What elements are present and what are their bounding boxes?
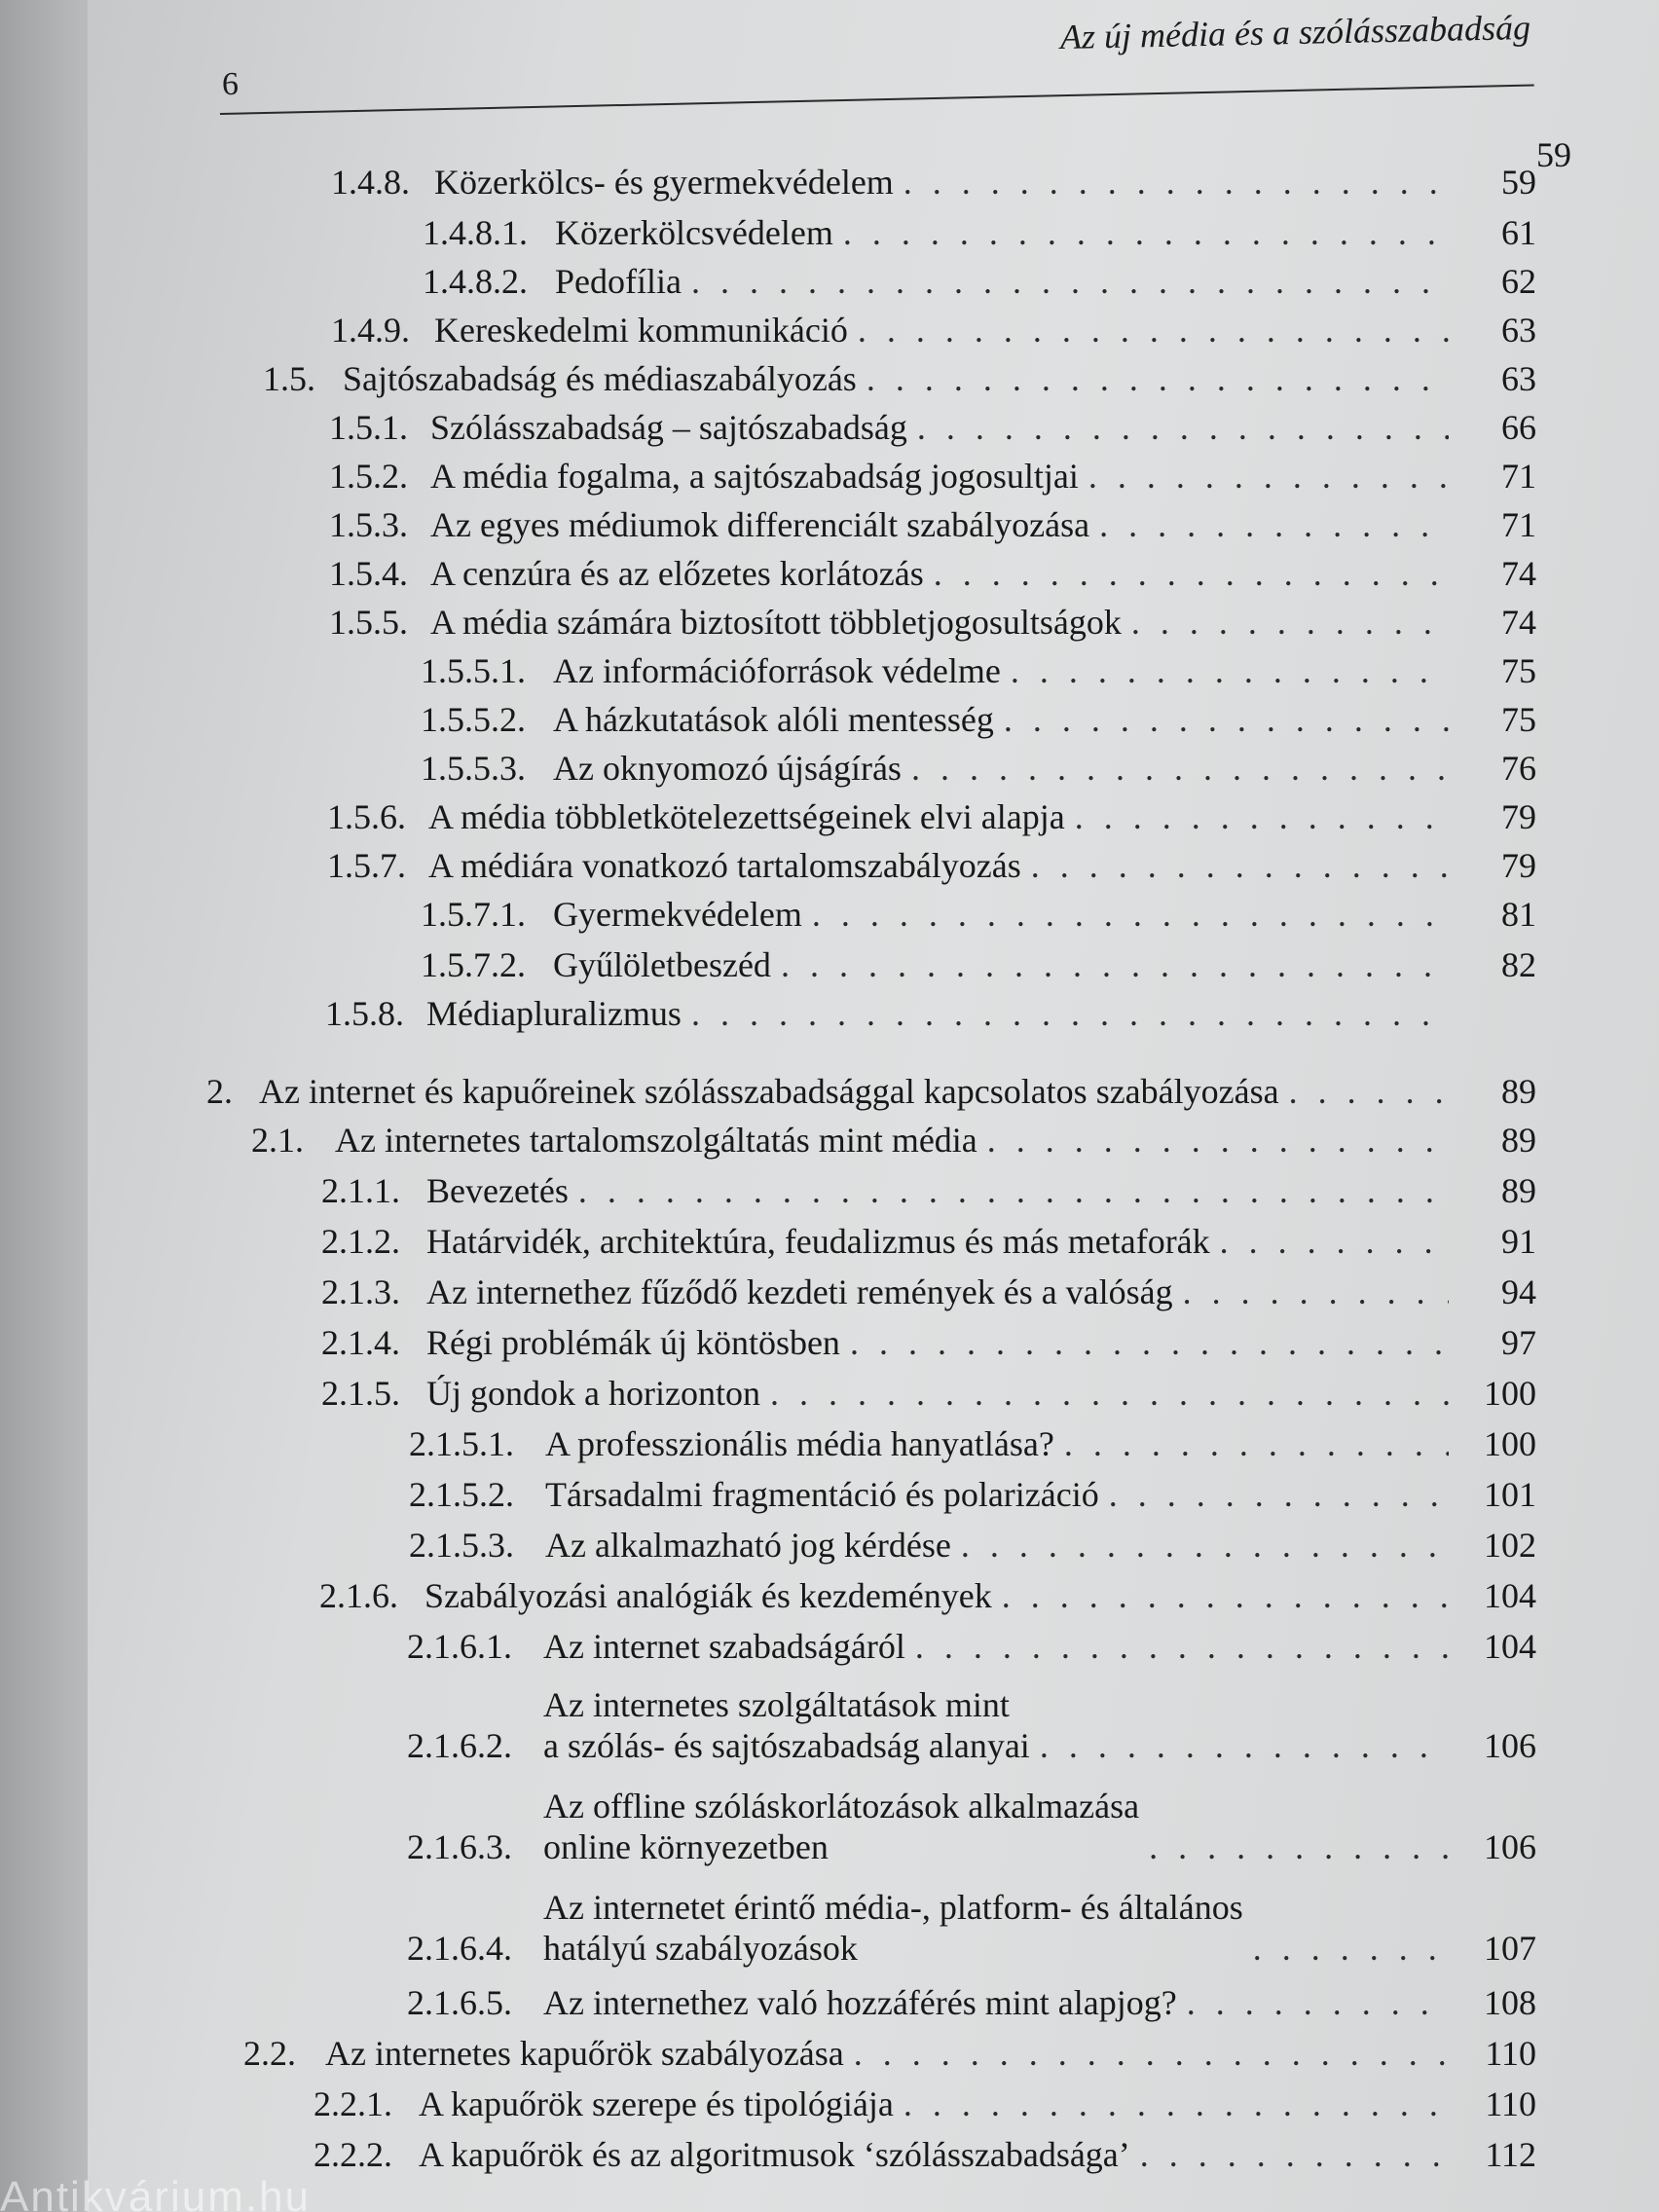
toc-entry-number: 1.4.9. xyxy=(331,311,410,350)
toc-entry-title: Az egyes médiumok differenciált szabályozása xyxy=(430,505,1090,544)
toc-entry-page: 79 xyxy=(1501,797,1536,836)
toc-entry-title: Az internethez fűződő kezdeti remények és a valóság xyxy=(426,1272,1173,1311)
toc-entry-title-continued: online környezetben xyxy=(543,1827,829,1866)
toc-entry-page: 101 xyxy=(1484,1475,1536,1514)
watermark: Antikvárium.hu xyxy=(0,2173,312,2212)
toc-entry-page: 106 xyxy=(1484,1726,1536,1765)
toc-entry xyxy=(321,1373,1536,1418)
toc-leader-dots xyxy=(850,1322,1449,1363)
toc-entry-title: Az internetes szolgáltatások mint xyxy=(543,1685,1010,1724)
toc-entry-page: 63 xyxy=(1501,359,1536,398)
toc-entry-title: A házkutatások alóli mentesség xyxy=(553,700,994,739)
toc-entry-number: 2.1.5.3. xyxy=(409,1526,514,1565)
toc-leader-dots xyxy=(691,993,1449,1034)
toc-leader-dots xyxy=(1131,602,1449,643)
toc-leader-dots xyxy=(1253,1928,1449,1969)
toc-leader-dots xyxy=(903,162,1449,203)
toc-leader-dots xyxy=(911,748,1449,789)
toc-entry-title: Az internetes tartalomszolgáltatás mint média xyxy=(335,1121,977,1160)
toc-entry-title: Az információforrások védelme xyxy=(553,651,1001,690)
toc-entry-title: Az internet szabadságáról xyxy=(543,1627,905,1666)
toc-entry-page: 74 xyxy=(1501,554,1536,593)
toc-leader-dots xyxy=(915,1626,1449,1667)
toc-leader-dots xyxy=(1075,796,1449,837)
toc-entry-number: 2.2.1. xyxy=(313,2084,392,2123)
toc-entry-page: 59 xyxy=(1536,135,1571,174)
toc-leader-dots xyxy=(1149,1826,1449,1867)
toc-entry xyxy=(327,796,1536,841)
toc-entry-page: 108 xyxy=(1484,1983,1536,2022)
toc-leader-dots xyxy=(578,1170,1449,1211)
toc-entry xyxy=(407,1879,1536,1969)
toc-entry-number: 2.1.5. xyxy=(321,1374,400,1413)
toc-leader-dots xyxy=(812,894,1449,935)
toc-entry-number: 2.1.2. xyxy=(321,1222,400,1261)
toc-leader-dots xyxy=(691,261,1449,302)
toc-leader-dots xyxy=(1187,1982,1449,2023)
toc-leader-dots xyxy=(903,2083,1449,2124)
toc-entry-title: Az internet és kapuőreinek szólásszabadsággal kapcsolatos szabályozása xyxy=(259,1072,1279,1111)
toc-entry-title-continued: hatályú szabályozások xyxy=(543,1929,858,1968)
toc-entry-page: 76 xyxy=(1501,749,1536,788)
toc-entry-number: 1.5.3. xyxy=(329,505,408,544)
toc-entry-page: 63 xyxy=(1501,311,1536,350)
toc-entry-page: 97 xyxy=(1501,1323,1536,1362)
toc-leader-dots xyxy=(1140,2134,1449,2175)
toc-entry-page: 61 xyxy=(1501,213,1536,252)
toc-entry-title: Az oknyomozó újságírás xyxy=(553,749,902,788)
toc-leader-dots xyxy=(987,1120,1449,1161)
toc-leader-dots xyxy=(1064,1423,1449,1464)
toc-entry xyxy=(321,1322,1536,1367)
toc-entry-page: 112 xyxy=(1485,2135,1536,2174)
toc-entry-page: 71 xyxy=(1501,505,1536,544)
toc-leader-dots xyxy=(1289,1071,1449,1112)
toc-entry-page: 66 xyxy=(1501,408,1536,447)
toc-leader-dots xyxy=(1002,1575,1449,1616)
toc-entry xyxy=(409,1474,1536,1519)
toc-entry-page: 94 xyxy=(1501,1272,1536,1311)
toc-entry xyxy=(409,1525,1536,1569)
toc-entry-title: Médiapluralizmus xyxy=(426,994,682,1033)
toc-entry-page: 100 xyxy=(1484,1374,1536,1413)
toc-entry xyxy=(327,845,1536,890)
toc-entry-page: 110 xyxy=(1485,2034,1536,2073)
toc-leader-dots xyxy=(1109,1474,1449,1515)
toc-entry-page: 62 xyxy=(1501,262,1536,301)
toc-leader-dots xyxy=(1011,650,1449,691)
toc-entry-title: Közerkölcs- és gyermekvédelem xyxy=(434,163,894,202)
toc-leader-dots xyxy=(1031,845,1449,886)
toc-entry-page: 71 xyxy=(1501,457,1536,496)
toc-entry-number: 2.1.6.5. xyxy=(407,1983,512,2022)
toc-entry-page: 75 xyxy=(1501,700,1536,739)
toc-entry xyxy=(407,1677,1536,1766)
toc-entry-title: Régi problémák új köntösben xyxy=(426,1323,840,1362)
toc-entry xyxy=(331,162,1536,206)
toc-leader-dots xyxy=(1004,699,1449,740)
toc-entry-title: A professzionális média hanyatlása? xyxy=(545,1424,1054,1463)
toc-entry-title: Gyermekvédelem xyxy=(553,895,802,934)
toc-entry xyxy=(329,602,1536,646)
toc-entry-number: 2. xyxy=(206,1072,233,1111)
toc-entry-number: 1.5.5.2. xyxy=(421,700,526,739)
toc-entry xyxy=(321,1272,1536,1316)
toc-entry-title: A média számára biztosított többletjogosultságok xyxy=(430,603,1122,642)
toc-entry-number: 1.5.2. xyxy=(329,457,408,496)
toc-leader-dots xyxy=(858,310,1449,350)
toc-entry xyxy=(409,1423,1536,1468)
toc-entry xyxy=(325,993,1536,1038)
toc-leader-dots xyxy=(843,212,1449,253)
toc-entry-number: 2.1.5.1. xyxy=(409,1424,514,1463)
toc-entry-title-continued: a szólás- és sajtószabadság alanyai xyxy=(543,1726,1030,1765)
toc-entry xyxy=(407,1982,1536,2027)
toc-entry-number: 2.1.6. xyxy=(319,1576,398,1615)
toc-entry xyxy=(243,2033,1536,2078)
toc-entry-number: 1.5.1. xyxy=(329,408,408,447)
toc-entry xyxy=(313,2083,1536,2128)
toc-entry xyxy=(423,261,1536,306)
toc-entry-page: 89 xyxy=(1501,1171,1536,1210)
toc-entry-number: 2.1.6.1. xyxy=(407,1627,512,1666)
toc-entry-number: 1.5.7. xyxy=(327,846,406,885)
toc-entry xyxy=(251,1120,1536,1164)
toc-entry-number: 1.5.7.2. xyxy=(421,945,526,984)
toc-entry-page: 59 xyxy=(1501,163,1536,202)
toc-entry-page: 79 xyxy=(1501,846,1536,885)
toc-entry-page: 75 xyxy=(1501,651,1536,690)
toc-entry-number: 1.5.5.3. xyxy=(421,749,526,788)
toc-entry-title: Sajtószabadság és médiaszabályozás xyxy=(343,359,857,398)
toc-entry xyxy=(329,407,1536,452)
toc-entry-title: A médiára vonatkozó tartalomszabályozás xyxy=(428,846,1021,885)
toc-entry xyxy=(206,1071,1536,1116)
toc-entry xyxy=(407,1626,1536,1671)
toc-entry-page: 102 xyxy=(1484,1526,1536,1565)
toc-leader-dots xyxy=(866,358,1449,399)
toc-leader-dots xyxy=(770,1373,1449,1414)
toc-leader-dots xyxy=(781,944,1449,985)
toc-entry xyxy=(421,650,1536,695)
toc-entry xyxy=(329,553,1536,598)
toc-entry-page: 74 xyxy=(1501,603,1536,642)
toc-entry-page: 110 xyxy=(1485,2084,1536,2123)
toc-entry-title: A média többletkötelezettségeinek elvi alapja xyxy=(428,797,1065,836)
toc-entry-page: 81 xyxy=(1501,895,1536,934)
toc-entry-number: 2.1.1. xyxy=(321,1171,400,1210)
toc-entry-title: Az internetes kapuőrök szabályozása xyxy=(325,2034,844,2073)
toc-entry-number: 1.5.4. xyxy=(329,554,408,593)
toc-entry xyxy=(421,944,1536,989)
toc-entry-page: 89 xyxy=(1501,1072,1536,1111)
toc-entry-title: Társadalmi fragmentáció és polarizáció xyxy=(545,1475,1099,1514)
toc-entry-title: Szólásszabadság – sajtószabadság xyxy=(430,408,907,447)
page-number: 6 xyxy=(222,66,239,102)
toc-leader-dots xyxy=(854,2033,1449,2074)
toc-entry xyxy=(423,212,1536,257)
toc-entry xyxy=(329,456,1536,500)
toc-entry-title: A kapuőrök szerepe és tipológiája xyxy=(419,2084,894,2123)
toc-leader-dots xyxy=(961,1525,1449,1566)
toc-entry xyxy=(313,2134,1536,2179)
toc-entry-number: 1.5. xyxy=(263,359,315,398)
toc-entry-title: Határvidék, architektúra, feudalizmus és más metaforák xyxy=(426,1222,1210,1261)
toc-entry-number: 1.4.8.2. xyxy=(423,262,528,301)
toc-entry xyxy=(421,748,1536,793)
toc-entry-number: 1.5.7.1. xyxy=(421,895,526,934)
toc-entry-title: Szabályozási analógiák és kezdemények xyxy=(424,1576,992,1615)
toc-entry-page: 100 xyxy=(1484,1424,1536,1463)
toc-entry xyxy=(319,1575,1536,1620)
toc-entry-page: 107 xyxy=(1484,1929,1536,1968)
toc-entry-number: 1.4.8.1. xyxy=(423,213,528,252)
toc-entry-title: Az alkalmazható jog kérdése xyxy=(545,1526,951,1565)
toc-entry-number: 2.1.6.2. xyxy=(407,1726,512,1765)
toc-entry-title: Az internetet érintő média-, platform- és általános xyxy=(543,1888,1243,1927)
toc-entry-number: 2.1.6.3. xyxy=(407,1827,512,1866)
toc-entry-title: Gyűlöletbeszéd xyxy=(553,945,771,984)
toc-leader-dots xyxy=(1088,456,1449,497)
toc-entry-page: 104 xyxy=(1484,1576,1536,1615)
toc-entry-page: 82 xyxy=(1501,945,1536,984)
toc-entry-title: A média fogalma, a sajtószabadság jogosultjai xyxy=(430,457,1079,496)
toc-entry-number: 2.2. xyxy=(243,2034,296,2073)
toc-entry-title: Pedofília xyxy=(555,262,682,301)
toc-entry-number: 1.5.8. xyxy=(325,994,404,1033)
toc-entry-title: Bevezetés xyxy=(426,1171,569,1210)
toc-entry-title: A cenzúra és az előzetes korlátozás xyxy=(430,554,924,593)
toc-entry-page: 104 xyxy=(1484,1627,1536,1666)
toc-entry-number: 1.4.8. xyxy=(331,163,410,202)
toc-leader-dots xyxy=(934,553,1449,594)
toc-entry xyxy=(421,894,1536,939)
toc-entry xyxy=(331,310,1536,354)
toc-entry-page: 91 xyxy=(1501,1222,1536,1261)
toc-entry-number: 2.1.6.4. xyxy=(407,1929,512,1968)
toc-leader-dots xyxy=(1220,1221,1449,1262)
toc-entry-number: 2.1.5.2. xyxy=(409,1475,514,1514)
toc-leader-dots xyxy=(1183,1272,1449,1312)
toc-entry xyxy=(329,504,1536,549)
toc-entry-number: 1.5.5.1. xyxy=(421,651,526,690)
toc-entry-number: 2.1.3. xyxy=(321,1272,400,1311)
toc-entry-page: 106 xyxy=(1484,1827,1536,1866)
toc-entry-title: Az internethez való hozzáférés mint alapjog? xyxy=(543,1983,1177,2022)
toc-entry-number: 2.2.2. xyxy=(313,2135,392,2174)
toc-entry-page: 89 xyxy=(1501,1121,1536,1160)
running-head: Az új média és a szólásszabadság xyxy=(1059,7,1531,57)
toc-entry xyxy=(263,358,1536,403)
toc-entry-title: Közerkölcsvédelem xyxy=(555,213,833,252)
toc-entry xyxy=(321,1221,1536,1266)
toc-entry xyxy=(421,699,1536,744)
toc-entry xyxy=(321,1170,1536,1215)
toc-entry-title: Kereskedelmi kommunikáció xyxy=(434,311,848,350)
toc-entry-number: 1.5.6. xyxy=(327,797,406,836)
toc-entry-title: A kapuőrök és az algoritmusok ‘szólásszabadsága’ xyxy=(419,2135,1130,2174)
toc-entry-title: Az offline szóláskorlátozások alkalmazása xyxy=(543,1787,1140,1825)
toc-leader-dots xyxy=(917,407,1449,448)
toc-entry-number: 1.5.5. xyxy=(329,603,408,642)
toc-entry-number: 2.1. xyxy=(251,1121,304,1160)
toc-leader-dots xyxy=(1040,1725,1449,1766)
toc-entry xyxy=(407,1778,1536,1867)
toc-entry-number: 2.1.4. xyxy=(321,1323,400,1362)
toc-leader-dots xyxy=(1099,504,1449,545)
toc-entry-title: Új gondok a horizonton xyxy=(426,1374,760,1413)
